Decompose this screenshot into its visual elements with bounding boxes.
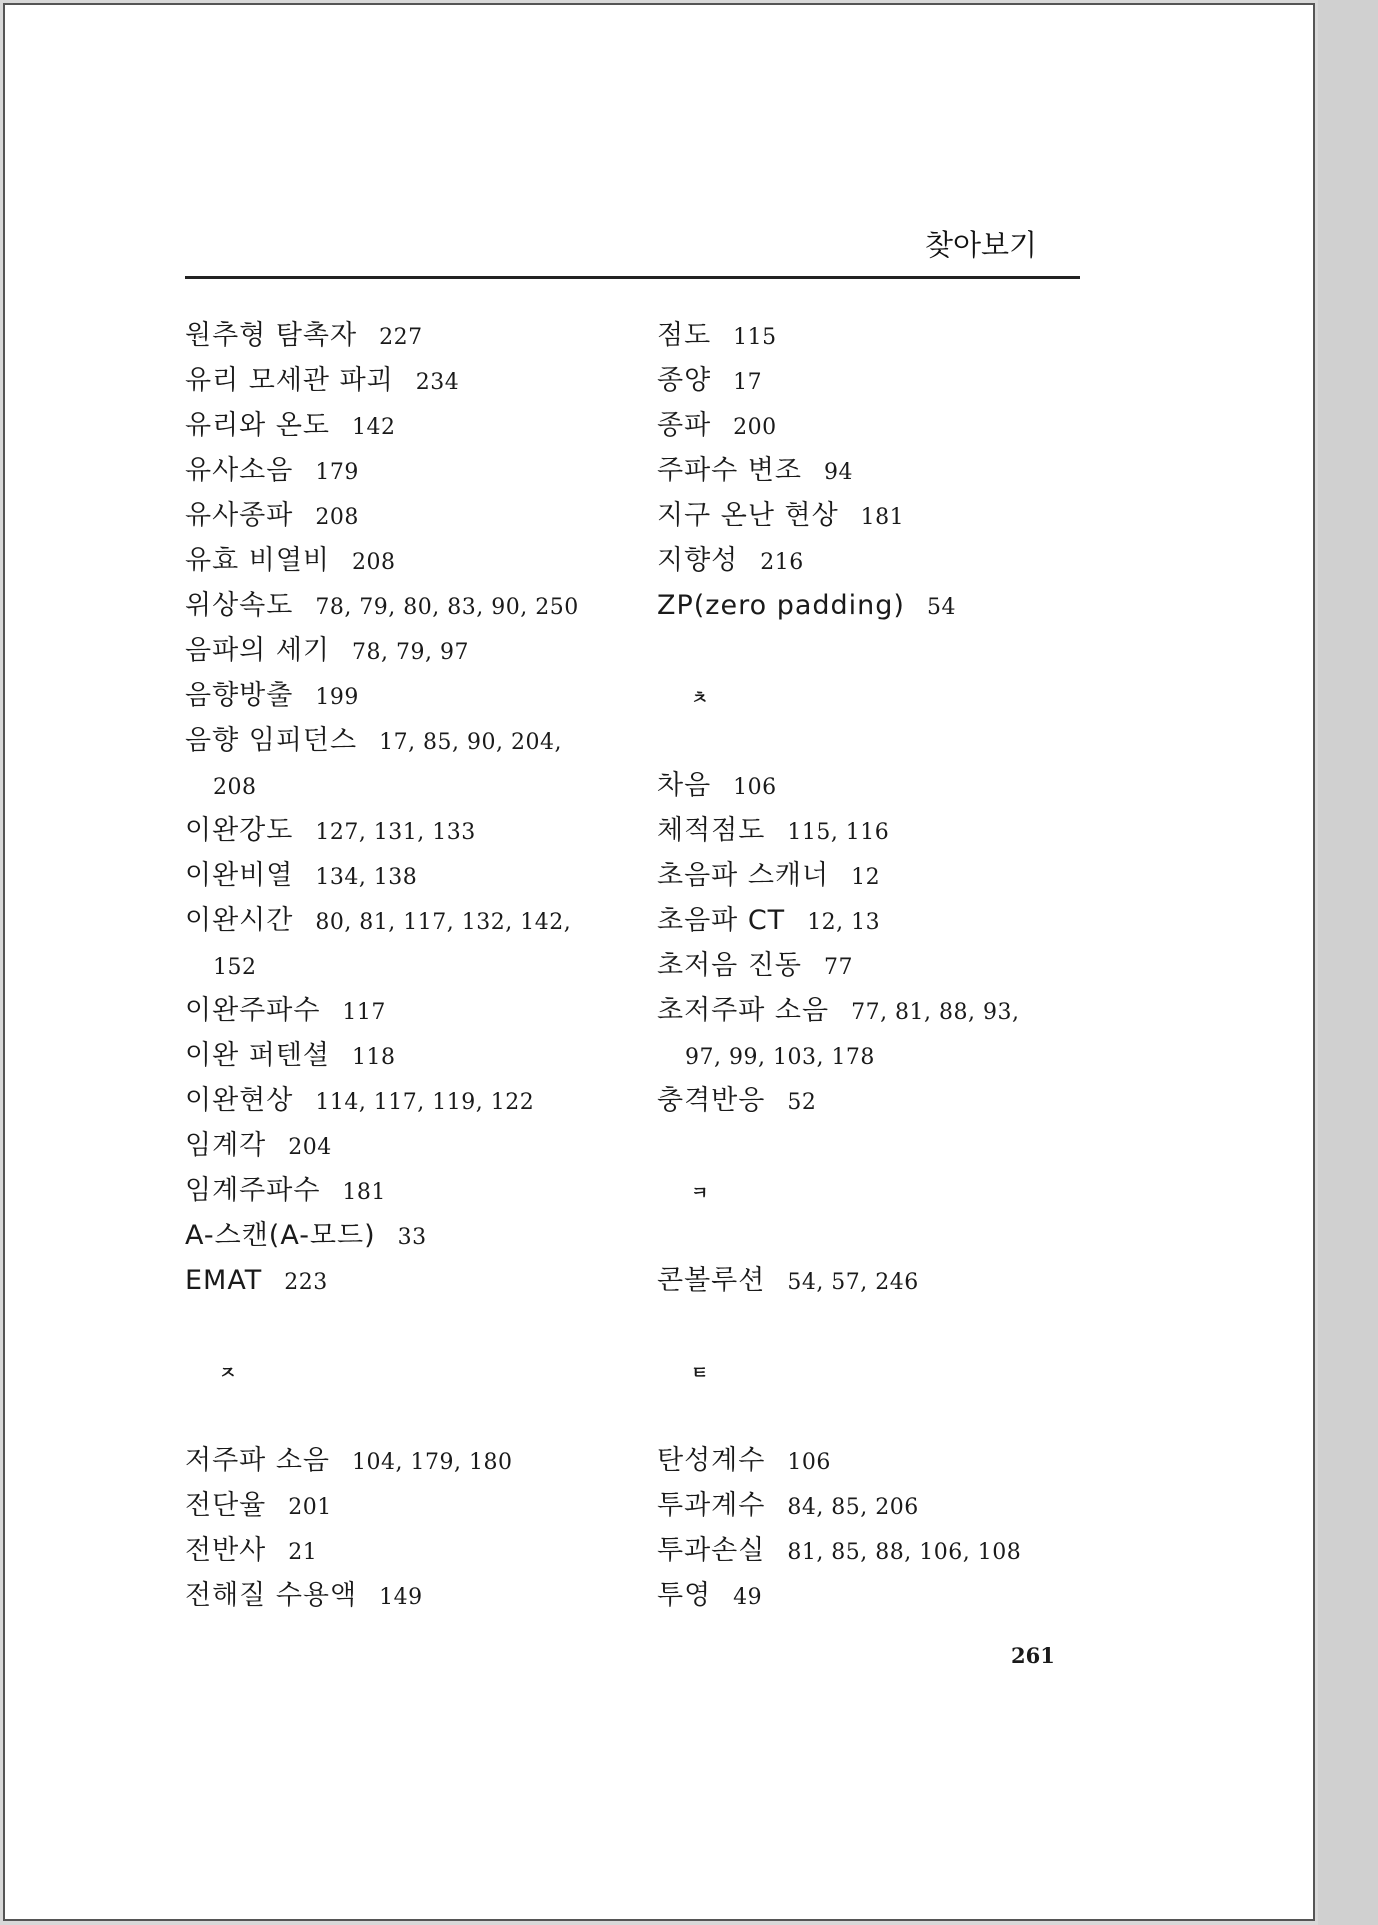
index-page-refs: 77, 81, 88, 93, bbox=[851, 1000, 1020, 1025]
index-page-refs: 208 bbox=[352, 550, 396, 575]
index-term: ZP(zero padding) bbox=[657, 590, 905, 621]
index-term: 투과계수 bbox=[657, 1490, 766, 1521]
index-term: 전반사 bbox=[185, 1535, 267, 1566]
index-term: 지향성 bbox=[657, 545, 739, 576]
page-header-title: 찾아보기 bbox=[925, 228, 1038, 262]
spacer bbox=[185, 1399, 579, 1444]
index-entry bbox=[657, 1264, 1021, 1309]
index-entry bbox=[657, 994, 1021, 1039]
spacer bbox=[657, 1219, 1021, 1264]
index-page-refs: 80, 81, 117, 132, 142, bbox=[315, 910, 572, 935]
index-term: 체적점도 bbox=[657, 815, 766, 846]
index-term: 초음파 CT bbox=[657, 905, 786, 936]
index-term: 이완현상 bbox=[185, 1085, 294, 1116]
index-term: 이완주파수 bbox=[185, 995, 321, 1026]
spacer bbox=[657, 1399, 1021, 1444]
index-entry bbox=[185, 499, 579, 544]
index-term: 저주파 소음 bbox=[185, 1445, 330, 1476]
index-page-refs: 223 bbox=[284, 1270, 328, 1295]
index-entry bbox=[657, 1534, 1021, 1579]
index-page-refs: 97, 99, 103, 178 bbox=[685, 1045, 875, 1070]
index-term: 탄성계수 bbox=[657, 1445, 766, 1476]
index-term: 전단율 bbox=[185, 1490, 267, 1521]
index-entry bbox=[185, 364, 579, 409]
index-page-refs: 54, 57, 246 bbox=[787, 1270, 919, 1295]
index-page-refs: 208 bbox=[213, 775, 257, 800]
index-term: 주파수 변조 bbox=[657, 455, 802, 486]
index-term: EMAT bbox=[185, 1265, 263, 1296]
index-term: 콘볼루션 bbox=[657, 1265, 766, 1296]
index-entry bbox=[185, 1444, 579, 1489]
index-term: 음향방출 bbox=[185, 680, 294, 711]
index-page-refs: 94 bbox=[824, 460, 853, 485]
index-term: 원추형 탐촉자 bbox=[185, 320, 358, 351]
index-term: 전해질 수용액 bbox=[185, 1580, 358, 1611]
index-page-refs: 54 bbox=[926, 595, 956, 620]
index-entry bbox=[657, 454, 1021, 499]
index-term: 초저음 진동 bbox=[657, 950, 802, 981]
index-page-refs: 12, 13 bbox=[807, 910, 881, 935]
page-number: 261 bbox=[1011, 1643, 1055, 1668]
index-term: 음향 임피던스 bbox=[185, 725, 358, 756]
index-entry bbox=[185, 1084, 579, 1129]
index-term: 초저주파 소음 bbox=[657, 995, 830, 1026]
index-page-refs: 81, 85, 88, 106, 108 bbox=[787, 1540, 1022, 1565]
index-entry bbox=[657, 364, 1021, 409]
index-page-refs: 84, 85, 206 bbox=[787, 1495, 919, 1520]
index-page-refs: 117 bbox=[342, 1000, 386, 1025]
index-entry bbox=[185, 589, 579, 634]
index-section-heading bbox=[657, 1354, 1021, 1399]
index-page-refs: 17, 85, 90, 204, bbox=[379, 730, 563, 755]
index-term: 차음 bbox=[657, 770, 712, 801]
index-term: 투영 bbox=[657, 1580, 712, 1611]
index-section-heading bbox=[185, 1354, 579, 1399]
index-term: 이완비열 bbox=[185, 860, 294, 891]
index-page-refs: 77 bbox=[824, 955, 853, 980]
index-section-heading bbox=[657, 679, 1021, 724]
index-page-refs: 181 bbox=[342, 1180, 386, 1205]
index-entry bbox=[657, 949, 1021, 994]
index-entry bbox=[657, 1084, 1021, 1129]
index-entry bbox=[657, 1579, 1021, 1624]
index-term: 지구 온난 현상 bbox=[657, 500, 839, 531]
index-term: 음파의 세기 bbox=[185, 635, 330, 666]
index-page-refs: 104, 179, 180 bbox=[352, 1450, 513, 1475]
index-page-refs: 134, 138 bbox=[315, 865, 418, 890]
index-term: 종양 bbox=[657, 365, 712, 396]
spacer bbox=[657, 634, 1021, 679]
index-entry bbox=[185, 1129, 579, 1174]
index-entry bbox=[657, 409, 1021, 454]
index-page-refs: 49 bbox=[733, 1585, 763, 1610]
index-entry bbox=[657, 814, 1021, 859]
index-page-refs: 227 bbox=[379, 325, 423, 350]
index-entry bbox=[657, 319, 1021, 364]
index-entry bbox=[185, 679, 579, 724]
document-page bbox=[3, 3, 1315, 1921]
index-entry bbox=[657, 904, 1021, 949]
index-page-refs: 78, 79, 97 bbox=[352, 640, 469, 665]
index-column-left bbox=[185, 319, 579, 1624]
index-term: 유사종파 bbox=[185, 500, 294, 531]
index-term: 임계주파수 bbox=[185, 1175, 321, 1206]
index-term: 이완강도 bbox=[185, 815, 294, 846]
index-page-refs: 204 bbox=[288, 1135, 332, 1160]
index-term: 종파 bbox=[657, 410, 712, 441]
index-term: 점도 bbox=[657, 320, 712, 351]
index-page-refs: 201 bbox=[288, 1495, 332, 1520]
spacer bbox=[185, 1309, 579, 1354]
index-page-refs: 12 bbox=[851, 865, 881, 890]
index-page-refs: 149 bbox=[379, 1585, 423, 1610]
index-term: 유리와 온도 bbox=[185, 410, 330, 441]
index-page-refs: 17 bbox=[733, 370, 763, 395]
index-page-refs: 234 bbox=[415, 370, 460, 395]
index-page-refs: 78, 79, 80, 83, 90, 250 bbox=[315, 595, 579, 620]
index-page-refs: 200 bbox=[733, 415, 777, 440]
index-entry bbox=[185, 724, 579, 769]
index-term: 유리 모세관 파괴 bbox=[185, 365, 394, 396]
section-letter: ㅋ bbox=[691, 1183, 709, 1204]
index-entry bbox=[185, 544, 579, 589]
index-page-refs: 52 bbox=[787, 1090, 817, 1115]
index-page-refs: 127, 131, 133 bbox=[315, 820, 476, 845]
index-page-refs: 114, 117, 119, 122 bbox=[315, 1090, 535, 1115]
index-term: 유효 비열비 bbox=[185, 545, 330, 576]
index-term: 투과손실 bbox=[657, 1535, 766, 1566]
section-letter: ㅈ bbox=[219, 1363, 237, 1384]
index-page-refs: 33 bbox=[397, 1225, 427, 1250]
index-section-heading bbox=[657, 1174, 1021, 1219]
index-term: A-스캔(A-모드) bbox=[185, 1220, 376, 1251]
index-entry bbox=[185, 1534, 579, 1579]
index-column-right bbox=[657, 319, 1021, 1624]
spacer bbox=[657, 724, 1021, 769]
index-page-refs: 216 bbox=[760, 550, 804, 575]
index-entry bbox=[185, 1579, 579, 1624]
index-entry bbox=[185, 1264, 579, 1309]
index-entry bbox=[185, 1174, 579, 1219]
index-entry bbox=[657, 499, 1021, 544]
index-term: 이완시간 bbox=[185, 905, 294, 936]
index-page-refs: 115 bbox=[733, 325, 777, 350]
index-page-refs: 106 bbox=[787, 1450, 831, 1475]
spacer bbox=[657, 1129, 1021, 1174]
index-entry bbox=[185, 319, 579, 364]
index-entry bbox=[657, 589, 1021, 634]
index-page-refs: 142 bbox=[352, 415, 396, 440]
index-entry bbox=[185, 814, 579, 859]
index-page-refs: 152 bbox=[213, 955, 257, 980]
index-entry bbox=[185, 634, 579, 679]
index-entry-continuation bbox=[185, 769, 579, 814]
index-entry bbox=[657, 1444, 1021, 1489]
index-term: 초음파 스캐너 bbox=[657, 860, 830, 891]
index-term: 임계각 bbox=[185, 1130, 267, 1161]
index-entry bbox=[185, 1489, 579, 1534]
index-term: 유사소음 bbox=[185, 455, 294, 486]
index-entry bbox=[657, 859, 1021, 904]
index-entry-continuation bbox=[657, 1039, 1021, 1084]
index-page-refs: 21 bbox=[288, 1540, 318, 1565]
index-entry bbox=[185, 994, 579, 1039]
index-entry bbox=[185, 904, 579, 949]
section-letter: ㅊ bbox=[691, 688, 709, 709]
index-entry-continuation bbox=[185, 949, 579, 994]
index-entry bbox=[185, 859, 579, 904]
index-page-refs: 115, 116 bbox=[787, 820, 890, 845]
header-rule bbox=[185, 276, 1080, 279]
index-page-refs: 181 bbox=[860, 505, 905, 530]
index-term: 충격반응 bbox=[657, 1085, 766, 1116]
section-letter: ㅌ bbox=[691, 1363, 709, 1384]
index-entry bbox=[185, 454, 579, 499]
index-term: 위상속도 bbox=[185, 590, 294, 621]
index-page-refs: 199 bbox=[315, 685, 359, 710]
viewer-background bbox=[1318, 0, 1378, 1925]
index-entry bbox=[657, 544, 1021, 589]
index-entry bbox=[185, 1219, 579, 1264]
index-page-refs: 118 bbox=[352, 1045, 396, 1070]
index-page-refs: 179 bbox=[315, 460, 359, 485]
index-page-refs: 106 bbox=[733, 775, 777, 800]
index-term: 이완 퍼텐셜 bbox=[185, 1040, 330, 1071]
index-entry bbox=[657, 769, 1021, 814]
spacer bbox=[657, 1309, 1021, 1354]
index-entry bbox=[185, 409, 579, 454]
index-entry bbox=[185, 1039, 579, 1084]
index-page-refs: 208 bbox=[315, 505, 359, 530]
index-entry bbox=[657, 1489, 1021, 1534]
